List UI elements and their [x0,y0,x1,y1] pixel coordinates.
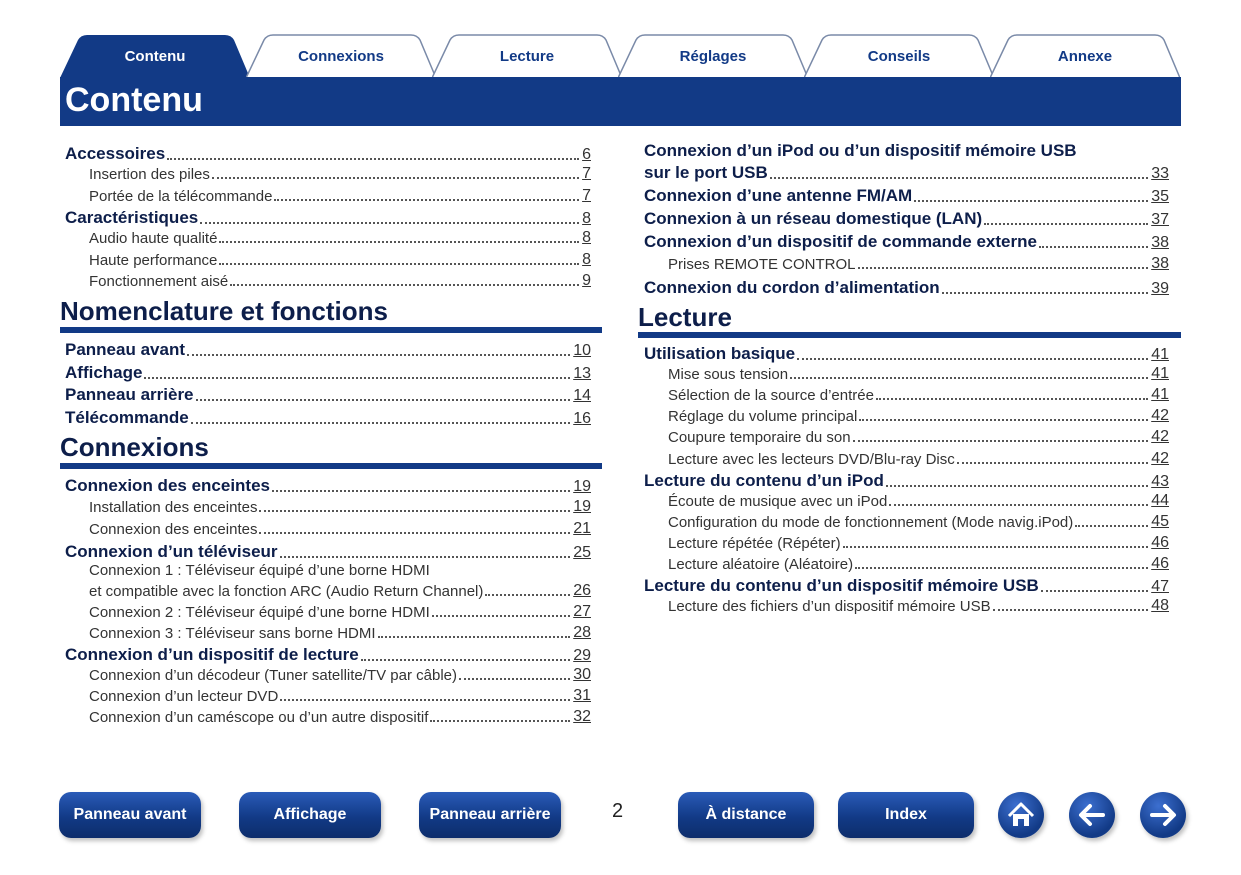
toc-entry[interactable] [65,340,591,360]
dot-leader [485,594,570,596]
dot-leader [1075,525,1148,527]
toc-entry[interactable] [89,687,591,705]
toc-page-link[interactable]: 27 [573,603,591,620]
tab-label: Réglages [679,48,747,65]
section-divider [60,463,602,469]
toc-entry-label: Connexion à un réseau domestique (LAN) [644,209,983,228]
dot-leader [378,636,571,638]
toc-page-link[interactable]: 32 [573,708,591,725]
dot-leader [957,462,1148,464]
toc-page-link[interactable]: 30 [573,666,591,683]
index-button[interactable]: Index [838,792,974,838]
toc-entry-label: Connexion 3 : Téléviseur sans borne HDMI [89,625,376,642]
dot-leader [230,284,579,286]
toc-entry-label: Lecture aléatoire (Aléatoire) [668,556,854,573]
toc-page-link[interactable]: 42 [1151,407,1169,425]
toc-page-link[interactable]: 35 [1151,188,1169,205]
toc-entry-label: Affichage [65,362,143,382]
toc-page-link[interactable]: 14 [573,387,591,405]
toc-entry[interactable] [644,344,1169,364]
dot-leader [280,699,570,701]
toc-entry-hdmi-line1[interactable]: Connexion 1 : Téléviseur équipé d’une borne HDMI [89,562,430,579]
toc-entry[interactable] [89,272,591,290]
dot-leader [219,241,579,243]
panneau-arriere-button[interactable]: Panneau arrière [419,792,561,838]
toc-page-link[interactable]: 39 [1151,280,1169,297]
toc-entry-label: sur le port USB [644,163,768,182]
toc-page-link[interactable]: 33 [1151,165,1169,182]
toc-entry[interactable] [644,163,1169,183]
toc-page-link[interactable]: 41 [1151,346,1169,363]
dot-leader [259,532,570,534]
dot-leader [361,659,570,661]
toc-entry[interactable] [65,476,591,496]
toc-entry[interactable] [668,597,1169,615]
toc-entry-label: Mise sous tension [668,366,789,384]
toc-entry-label: Lecture du contenu d’un iPod [644,470,884,490]
toc-page-link[interactable]: 41 [1151,386,1169,404]
toc-entry[interactable] [89,624,591,642]
toc-entry-label: Connexion du cordon d’alimentation [644,278,940,297]
toc-entry-label: et compatible avec la fonction ARC (Audio Return Channel) [89,583,484,600]
tab-conseils[interactable] [804,34,994,78]
toc-entry[interactable] [668,386,1169,404]
toc-entry-label: Portée de la télécommande [89,187,273,205]
toc-page-link[interactable]: 46 [1151,533,1169,551]
toc-page-link[interactable]: 7 [582,165,591,183]
toc-entry-label: Lecture du contenu d’un dispositif mémoire USB [644,576,1039,596]
dot-leader [790,377,1148,379]
dot-leader [853,440,1149,442]
toc-page-link[interactable]: 28 [573,624,591,641]
dot-leader [876,398,1148,400]
toc-page-link[interactable]: 38 [1151,255,1169,272]
section-divider [60,327,602,333]
toc-entry-label: Connexion des enceintes [89,521,258,538]
dot-leader [855,567,1148,569]
back-button[interactable] [1069,792,1115,838]
toc-entry-label: Panneau arrière [65,385,194,405]
toc-entry-label: Connexion d’un lecteur DVD [89,688,279,705]
toc-entry-ipod-line1[interactable]: Connexion d’un iPod ou d’un dispositif mémoire USB [644,141,1077,160]
dot-leader [167,158,579,160]
toc-entry-label: Connexion d’une antenne FM/AM [644,186,913,205]
dot-leader [272,490,570,492]
toc-page-link[interactable]: 21 [573,520,591,537]
dot-leader [993,609,1149,611]
dot-leader [889,504,1148,506]
toc-entry-label: Fonctionnement aisé [89,272,229,290]
tab-annexe[interactable] [990,34,1180,78]
toc-entry-label: Audio haute qualité [89,230,218,248]
toc-entry-label: Écoute de musique avec un iPod [668,492,888,510]
toc-entry-label: Connexion d’un dispositif de commande externe [644,232,1037,251]
dot-leader [914,200,1148,202]
toc-entry-label: Haute performance [89,251,218,269]
dot-leader [886,485,1148,487]
toc-entry[interactable] [65,144,591,164]
section-title-connexions: Connexions [60,432,209,462]
toc-entry-label: Coupure temporaire du son [668,429,851,447]
toc-entry-label: Connexion d’un caméscope ou d’un autre dispositif [89,709,429,726]
toc-entry[interactable] [89,520,591,538]
toc-entry[interactable] [668,555,1169,573]
toc-page-link[interactable]: 16 [573,410,591,428]
dot-leader [942,292,1149,294]
toc-page-link[interactable]: 43 [1151,472,1169,490]
toc-entry[interactable] [644,471,1169,491]
dot-leader [274,199,579,201]
toc-page-link[interactable]: 29 [573,647,591,664]
toc-page-link[interactable]: 19 [573,478,591,495]
dot-leader [459,678,570,680]
toc-entry[interactable] [65,408,591,428]
toc-entry-label: Connexion d’un dispositif de lecture [65,645,359,664]
arrow-left-icon [1069,792,1115,838]
toc-entry-label: Lecture avec les lecteurs DVD/Blu-ray Disc [668,450,955,468]
toc-page-link[interactable]: 38 [1151,234,1169,251]
toc-entry-label: Connexion d’un téléviseur [65,542,278,561]
toc-page-link[interactable]: 9 [582,271,591,289]
toc-entry[interactable] [668,450,1169,468]
tab-label: Connexions [298,48,384,65]
tab-label: Lecture [499,48,555,65]
toc-entry-label: Insertion des piles [89,166,210,184]
dot-leader [196,399,571,401]
toc-entry-label: Sélection de la source d’entrée [668,387,874,405]
toc-page-link[interactable]: 45 [1151,512,1169,530]
toc-page-link[interactable]: 10 [573,342,591,359]
dot-leader [430,720,570,722]
toc-entry[interactable] [89,165,591,183]
panneau-avant-button[interactable]: Panneau avant [59,792,201,838]
forward-button[interactable] [1140,792,1186,838]
toc-page-link[interactable]: 7 [582,186,591,204]
arrow-right-icon [1140,792,1186,838]
toc-entry[interactable] [668,407,1169,425]
dot-leader [859,419,1148,421]
dot-leader [432,615,570,617]
toc-page-link[interactable]: 41 [1151,365,1169,383]
dot-leader [770,177,1148,179]
dot-leader [1041,590,1148,592]
toc-page-link[interactable]: 26 [573,582,591,599]
toc-entry-label: Télécommande [65,408,189,428]
tab-label: Contenu [124,48,186,65]
page-number: 2 [612,800,624,822]
toc-entry[interactable] [644,278,1169,298]
dot-leader [858,267,1149,269]
section-title-lecture: Lecture [638,302,732,332]
toc-entry[interactable] [89,251,591,269]
section-title-nomenclature: Nomenclature et fonctions [60,296,388,326]
toc-entry-label: Configuration du mode de fonctionnement (Mode navig.iPod) [668,513,1074,531]
toc-entry-label: Utilisation basique [644,344,796,363]
toc-entry[interactable] [668,534,1169,552]
affichage-button[interactable]: Affichage [239,792,381,838]
toc-entry[interactable] [89,229,591,247]
toc-page-link[interactable]: 6 [582,146,591,163]
toc-page-link[interactable]: 25 [573,544,591,561]
toc-entry-label: Prises REMOTE CONTROL [668,256,856,273]
dot-leader [144,377,570,379]
toc-entry[interactable] [89,666,591,684]
toc-page-link[interactable]: 31 [573,687,591,704]
title-banner [60,77,1181,126]
toc-page-link[interactable]: 47 [1151,578,1169,596]
toc-page-link[interactable]: 37 [1151,211,1169,228]
toc-entry[interactable] [89,498,591,516]
toc-page-link[interactable]: 19 [573,498,591,515]
dot-leader [200,222,579,224]
dot-leader [843,546,1149,548]
toc-entry-label: Connexion d’un décodeur (Tuner satellite/TV par câble) [89,667,457,684]
tab-label: Annexe [1057,48,1113,65]
toc-entry-label: Réglage du volume principal [668,408,858,426]
tab-label: Conseils [867,48,931,65]
dot-leader [187,354,570,356]
dot-leader [212,177,579,179]
section-divider [638,332,1181,338]
tab-reglages[interactable] [618,34,808,78]
toc-entry[interactable] [668,428,1169,446]
toc-entry[interactable] [65,542,591,562]
toc-entry[interactable] [644,186,1169,206]
page-title: Contenu [65,81,203,119]
toc-entry[interactable] [668,492,1169,510]
toc-page-link[interactable]: 8 [582,209,591,227]
toc-entry[interactable] [644,209,1169,229]
home-icon [998,792,1044,838]
toc-page-link[interactable]: 42 [1151,449,1169,467]
toc-entry-label: Installation des enceintes [89,499,258,516]
toc-entry-label: Connexion 2 : Téléviseur équipé d’une borne HDMI [89,604,430,621]
toc-entry[interactable] [89,187,591,205]
home-button[interactable] [998,792,1044,838]
toc-page-link[interactable]: 8 [582,229,591,247]
toc-entry-label: Accessoires [65,144,166,163]
toc-entry-label: Lecture répétée (Répéter) [668,534,841,552]
tab-lecture[interactable] [432,34,622,78]
dot-leader [984,223,1148,225]
toc-entry[interactable] [65,208,591,228]
toc-entry[interactable] [65,363,591,383]
dot-leader [191,422,570,424]
tab-bar [60,34,1181,78]
toc-entry[interactable] [668,255,1169,273]
dot-leader [280,556,571,558]
toc-entry-label: Caractéristiques [65,207,199,227]
toc-page-link[interactable]: 46 [1151,555,1169,572]
a-distance-button[interactable]: À distance [678,792,814,838]
toc-page-link[interactable]: 48 [1151,597,1169,615]
toc-entry[interactable] [89,603,591,621]
toc-entry[interactable] [644,576,1169,596]
tab-connexions[interactable] [246,34,436,78]
toc-entry-label: Panneau avant [65,340,185,359]
toc-entry[interactable] [644,232,1169,252]
toc-page-link[interactable]: 8 [582,250,591,268]
toc-entry-label: Lecture des fichiers d’un dispositif mémoire USB [668,598,991,616]
toc-entry[interactable] [668,365,1169,383]
toc-page-link[interactable]: 44 [1151,491,1169,509]
toc-entry-label: Connexion des enceintes [65,476,270,495]
toc-page-link[interactable]: 13 [573,364,591,382]
toc-page-link[interactable]: 42 [1151,428,1169,446]
toc-entry[interactable] [65,385,591,405]
toc-entry[interactable] [89,708,591,726]
toc-entry[interactable] [89,582,591,600]
toc-entry[interactable] [65,645,591,665]
dot-leader [1039,246,1148,248]
dot-leader [797,358,1148,360]
tab-contenu[interactable] [60,34,250,78]
toc-entry[interactable] [668,513,1169,531]
dot-leader [219,263,579,265]
dot-leader [259,510,570,512]
